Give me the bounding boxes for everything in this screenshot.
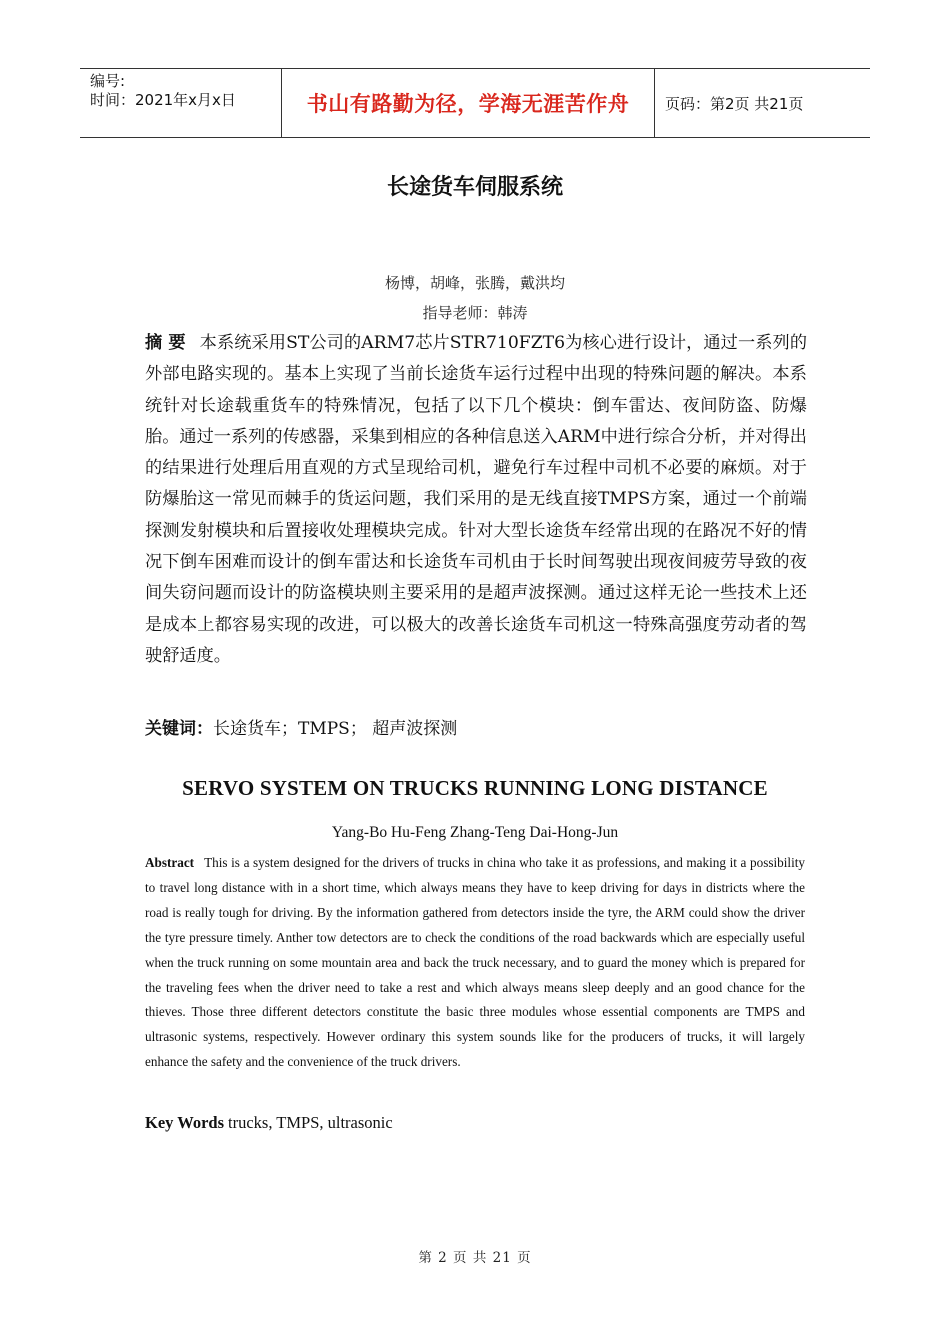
keywords-en (145, 1113, 393, 1133)
header-meta (80, 69, 281, 137)
document-title-cn: 长途货车伺服系统 (386, 175, 563, 200)
abstract-cn-text: 本系统采用ST公司的ARM7芯片STR710FZT6为核心进行设计，通过一系列的外部电路实现的。基本上实现了当前长途货车运行过程中出现的特殊问题的解决。本系统针对长途载重货车的特殊情况，包括了以下几个模块：倒车雷达、夜间防盗、防爆胎。通过一系列的传感器，采集到相应的各种信息送入ARM中进行综合分析，并对得出的结果进行处理后用直观的方式呈现给司机，避免行车过程中司机不必要的麻烦。对于防爆胎这一常见而棘手的货运问题，我们采用的是无线直接TMPS方案，通过一个前端探测发射模块和后置接收处理模块完成。针对大型长途货车经常出现的在路况不好的情况下倒车困难而设计的倒车雷达和长途货车司机由于长时间驾驶出现夜间疲劳导致的夜间失窃问题而设计的防盗模块则主要采用的是超声波探测。通过这样无论一些技术上还是成本上都容易实现的改进，可以极大的改善长途货车司机这一特殊高强度劳动者的驾驶舒适度。 (145, 333, 808, 666)
header-motto: 书山有路勤为径，学海无涯苦作舟 (306, 92, 630, 116)
keywords-cn-label: 关键词： (145, 719, 213, 739)
abstract-en-text: This is a system designed for the drivers of trucks in china who take it as professions, and making it a possibility to travel long distance with in a short time, which always means they have to keep driving for days in districts where the road is really tough for driving. By the information gathered from detectors inside the tyre, the ARM could show the driver the tyre pressure timely. Anther tow detectors are to check the conditions of the road backwards which are especially useful when the truck running on some mountain area and back the truck necessary, and to guard the money which is prepared for the traveling fees when the driver need to take a rest and which always means sleep deeply and an good chance for the thieves. Those three different detectors constitute the basic three modules whose essential components are TMPS and ultrasonic systems, respectively. However ordinary this system sounds like for the producers of trucks, it will largely enhance the safety and the convenience of the truck drivers. (145, 855, 805, 1070)
abstract-cn-label: 摘 要 (145, 333, 186, 353)
keywords-en-text: trucks, TMPS, ultrasonic (228, 1113, 393, 1132)
document-date: 时间：2021年x月x日 (90, 91, 236, 109)
abstract-en (145, 851, 805, 1075)
abstract-en-label: Abstract (145, 855, 195, 870)
keywords-cn (145, 714, 457, 739)
document-title-en: SERVO SYSTEM ON TRUCKS RUNNING LONG DISTANCE (182, 776, 768, 800)
header-page-info: 页码：第2页 共21页 (665, 94, 804, 113)
authors-cn: 杨博，胡峰，张腾，戴洪均 (384, 274, 565, 292)
page-header (80, 68, 870, 138)
keywords-cn-text: 长途货车；TMPS； 超声波探测 (213, 719, 458, 739)
document-number-label: 编号: (90, 72, 126, 90)
advisor-cn: 指导老师：韩涛 (422, 304, 528, 322)
abstract-cn (145, 328, 807, 672)
page-footer: 第 2 页 共 21 页 (418, 1250, 532, 1266)
authors-en: Yang-Bo Hu-Feng Zhang-Teng Dai-Hong-Jun (331, 824, 619, 841)
header-motto-cell (281, 69, 655, 137)
keywords-en-label: Key Words (145, 1113, 224, 1132)
